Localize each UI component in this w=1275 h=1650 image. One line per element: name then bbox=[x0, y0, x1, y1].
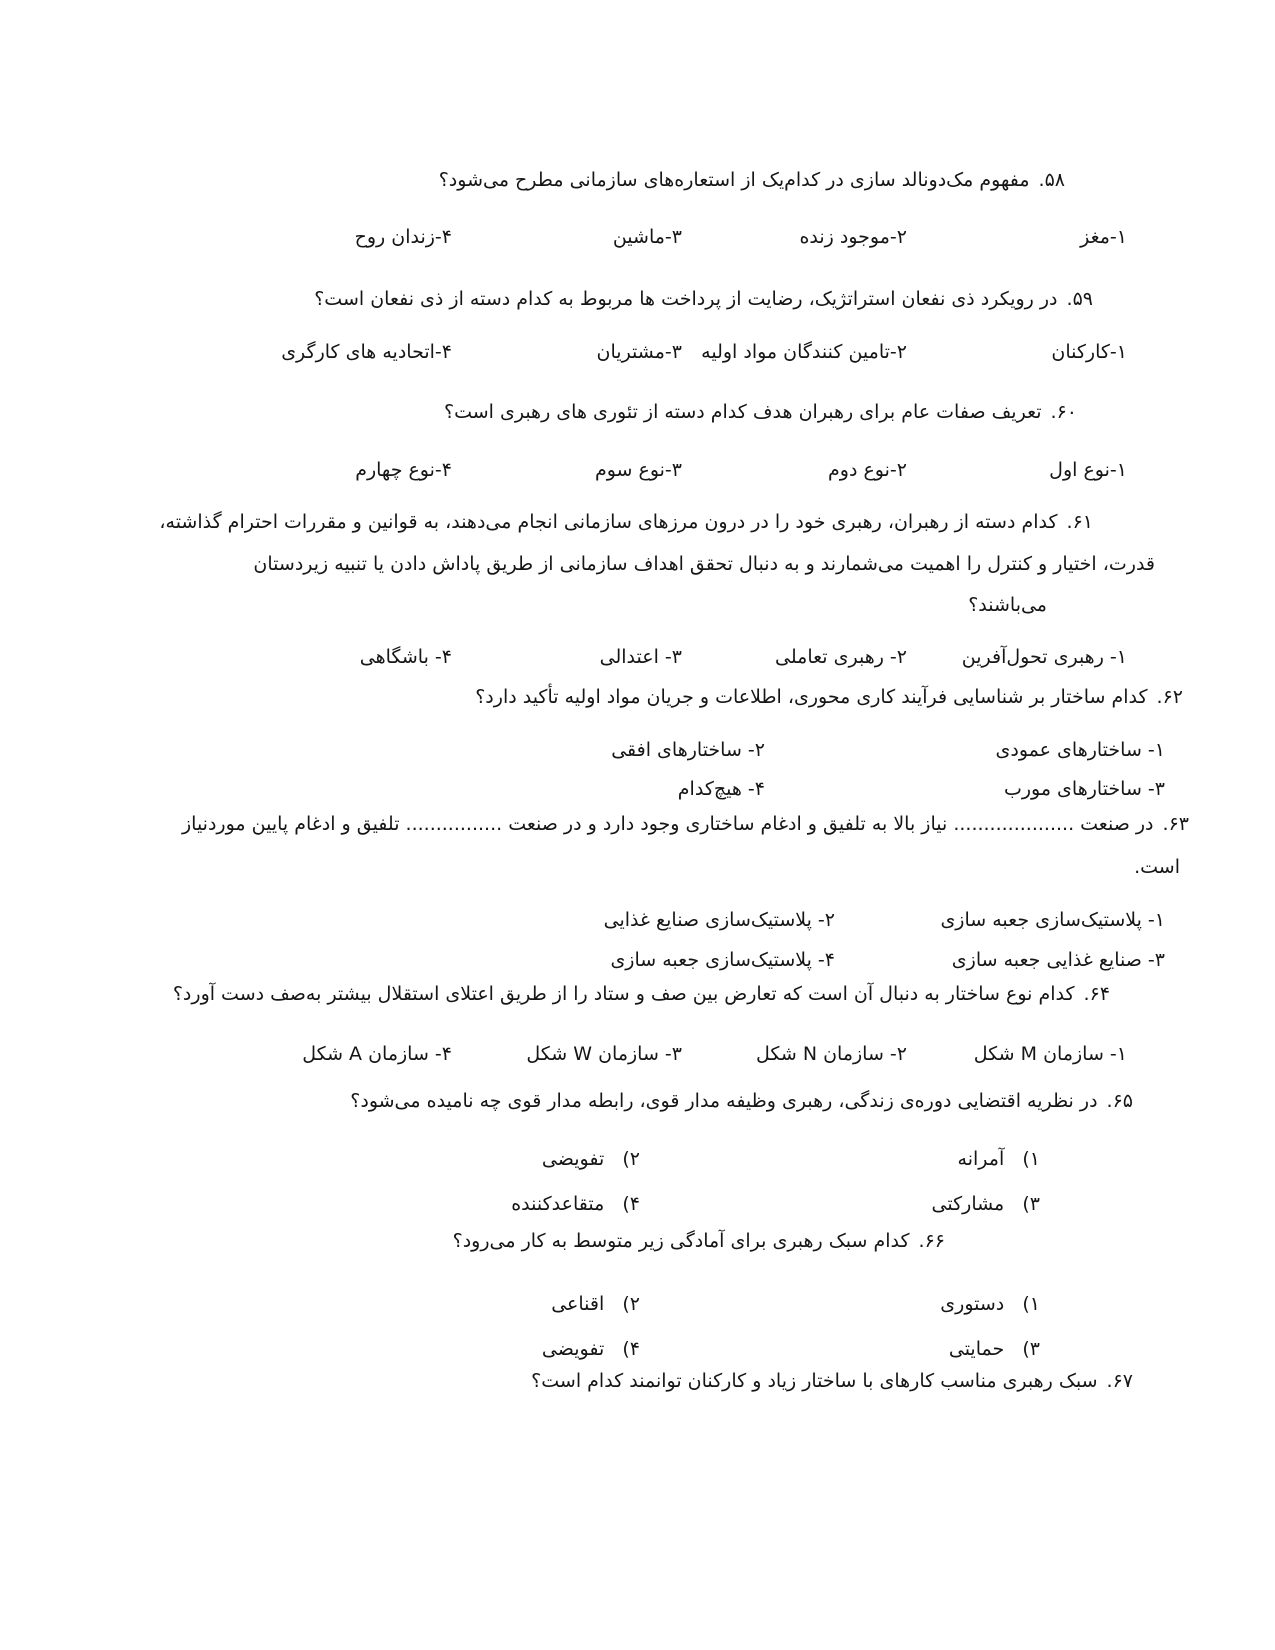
question-67 bbox=[0, 1369, 1275, 1395]
question-63 bbox=[0, 812, 1275, 838]
question-58-option-3: ۳-ماشین bbox=[612, 226, 682, 248]
question-63-option-2: ۲- پلاستیک‌سازی صنایع غذایی bbox=[603, 909, 835, 931]
question-58-options bbox=[0, 225, 1275, 251]
question-58-option-1: ۱-مغز bbox=[1080, 226, 1127, 248]
question-61-line-3 bbox=[0, 593, 1275, 619]
question-60-text: تعریف صفات عام برای رهبران هدف کدام دسته از تئوری های رهبری است؟ bbox=[443, 401, 1042, 423]
question-60-option-3: ۳-نوع سوم bbox=[594, 459, 682, 481]
question-62-options-row-1 bbox=[0, 738, 1275, 764]
question-60 bbox=[0, 400, 1275, 426]
question-62-text: کدام ساختار بر شناسایی فرآیند کاری محوری، اطلاعات و جریان مواد اولیه تأکید دارد؟ bbox=[475, 686, 1148, 708]
question-66-option-4: ۴) تفویضی bbox=[541, 1338, 640, 1360]
question-66-text: کدام سبک رهبری برای آمادگی زیر متوسط به کار می‌رود؟ bbox=[452, 1230, 910, 1252]
question-58-number: ۵۸. bbox=[1038, 169, 1065, 191]
question-61 bbox=[0, 510, 1275, 536]
question-63-option-4: ۴- پلاستیک‌سازی جعبه سازی bbox=[610, 949, 835, 971]
question-61-text-line-1: کدام دسته از رهبران، رهبری خود را در درون مرزهای سازمانی انجام می‌دهند، به قوانین و مقررات احترام گذاشته، bbox=[159, 511, 1058, 533]
question-64-option-3: ۳- سازمان W شکل bbox=[526, 1043, 682, 1065]
question-62 bbox=[0, 685, 1275, 711]
question-61-number: ۶۱. bbox=[1066, 511, 1093, 533]
question-65-option-1: ۱) آمرانه bbox=[957, 1148, 1040, 1170]
question-64-option-1: ۱- سازمان M شکل bbox=[973, 1043, 1127, 1065]
question-65-options-row-1 bbox=[0, 1147, 1275, 1173]
question-60-option-1: ۱-نوع اول bbox=[1049, 459, 1127, 481]
question-62-number: ۶۲. bbox=[1156, 686, 1183, 708]
question-62-option-3: ۳- ساختارهای مورب bbox=[1003, 778, 1165, 800]
question-66-options-row-1 bbox=[0, 1292, 1275, 1318]
question-59-number: ۵۹. bbox=[1066, 288, 1093, 310]
question-64-option-4: ۴- سازمان A شکل bbox=[302, 1043, 452, 1065]
question-61-option-1: ۱- رهبری تحول‌آفرین bbox=[961, 646, 1127, 668]
question-64-options bbox=[0, 1042, 1275, 1068]
question-61-text-line-3: می‌باشند؟ bbox=[968, 594, 1047, 616]
question-61-line-2 bbox=[0, 552, 1275, 578]
question-65-text: در نظریه اقتضایی دوره‌ی زندگی، رهبری وظیفه مدار قوی، رابطه مدار قوی چه نامیده می‌شود؟ bbox=[350, 1090, 1098, 1112]
question-64-option-2: ۲- سازمان N شکل bbox=[755, 1043, 907, 1065]
question-64 bbox=[0, 982, 1275, 1008]
question-62-option-1: ۱- ساختارهای عمودی bbox=[995, 739, 1165, 761]
question-59-option-3: ۳-مشتریان bbox=[596, 341, 682, 363]
question-59-options bbox=[0, 340, 1275, 366]
question-60-options bbox=[0, 458, 1275, 484]
question-60-number: ۶۰. bbox=[1050, 401, 1077, 423]
question-58-text: مفهوم مک‌دونالد سازی در کدام‌یک از استعاره‌های سازمانی مطرح می‌شود؟ bbox=[438, 169, 1030, 191]
question-66-number: ۶۶. bbox=[918, 1230, 945, 1252]
question-61-options bbox=[0, 645, 1275, 671]
question-65-number: ۶۵. bbox=[1106, 1090, 1133, 1112]
question-58-option-4: ۴-زندان روح bbox=[354, 226, 452, 248]
question-63-options-row-2 bbox=[0, 948, 1275, 974]
question-66-option-1: ۱) دستوری bbox=[940, 1293, 1040, 1315]
question-60-option-4: ۴-نوع چهارم bbox=[355, 459, 452, 481]
question-63-options-row-1 bbox=[0, 908, 1275, 934]
question-64-text: کدام نوع ساختار به دنبال آن است که تعارض بین صف و ستاد را از طریق اعتلای استقلال بیشتر به‌صف دست آورد؟ bbox=[172, 983, 1075, 1005]
question-63-text-line-2: است. bbox=[1134, 856, 1180, 878]
question-61-text-line-2: قدرت، اختیار و کنترل را اهمیت می‌شمارند و به دنبال تحقق اهداف سازمانی از طریق پاداش دادن یا تنبیه زیردستان bbox=[253, 553, 1155, 575]
question-63-option-1: ۱- پلاستیک‌سازی جعبه سازی bbox=[940, 909, 1165, 931]
question-59 bbox=[0, 287, 1275, 313]
question-65-option-3: ۳) مشارکتی bbox=[931, 1193, 1040, 1215]
question-65-option-4: ۴) متقاعدکننده bbox=[511, 1193, 640, 1215]
question-64-number: ۶۴. bbox=[1083, 983, 1110, 1005]
question-62-option-4: ۴- هیچ‌کدام bbox=[677, 778, 765, 800]
question-62-options-row-2 bbox=[0, 777, 1275, 803]
question-61-option-4: ۴- باشگاهی bbox=[359, 646, 452, 668]
question-63-text-line-1: در صنعت .................... نیاز بالا به تلفیق و ادغام ساختاری وجود دارد و در صنعت ................ تلفیق و ادغام پایین موردنیاز bbox=[181, 813, 1154, 835]
question-61-option-3: ۳- اعتدالی bbox=[599, 646, 682, 668]
question-59-option-4: ۴-اتحادیه های کارگری bbox=[281, 341, 452, 363]
question-65-option-2: ۲) تفویضی bbox=[541, 1148, 640, 1170]
question-66 bbox=[0, 1229, 1275, 1255]
question-67-text: سبک رهبری مناسب کارهای با ساختار زیاد و کارکنان توانمند کدام است؟ bbox=[531, 1370, 1098, 1392]
question-63-line-2 bbox=[0, 855, 1275, 881]
question-58 bbox=[0, 168, 1275, 194]
question-59-option-2: ۲-تامین کنندگان مواد اولیه bbox=[701, 341, 907, 363]
question-62-option-2: ۲- ساختارهای افقی bbox=[611, 739, 765, 761]
question-66-option-3: ۳) حمایتی bbox=[948, 1338, 1040, 1360]
question-65-options-row-2 bbox=[0, 1192, 1275, 1218]
question-59-text: در رویکرد ذی نفعان استراتژیک، رضایت از پرداخت ها مربوط به کدام دسته از ذی نفعان است؟ bbox=[314, 288, 1058, 310]
question-63-number: ۶۳. bbox=[1162, 813, 1189, 835]
question-59-option-1: ۱-کارکنان bbox=[1051, 341, 1127, 363]
question-60-option-2: ۲-نوع دوم bbox=[828, 459, 907, 481]
question-65 bbox=[0, 1089, 1275, 1115]
question-67-number: ۶۷. bbox=[1106, 1370, 1133, 1392]
question-63-option-3: ۳- صنایع غذایی جعبه سازی bbox=[951, 949, 1165, 971]
question-66-options-row-2 bbox=[0, 1337, 1275, 1363]
question-61-option-2: ۲- رهبری تعاملی bbox=[775, 646, 907, 668]
question-66-option-2: ۲) اقناعی bbox=[551, 1293, 640, 1315]
question-58-option-2: ۲-موجود زنده bbox=[799, 226, 907, 248]
